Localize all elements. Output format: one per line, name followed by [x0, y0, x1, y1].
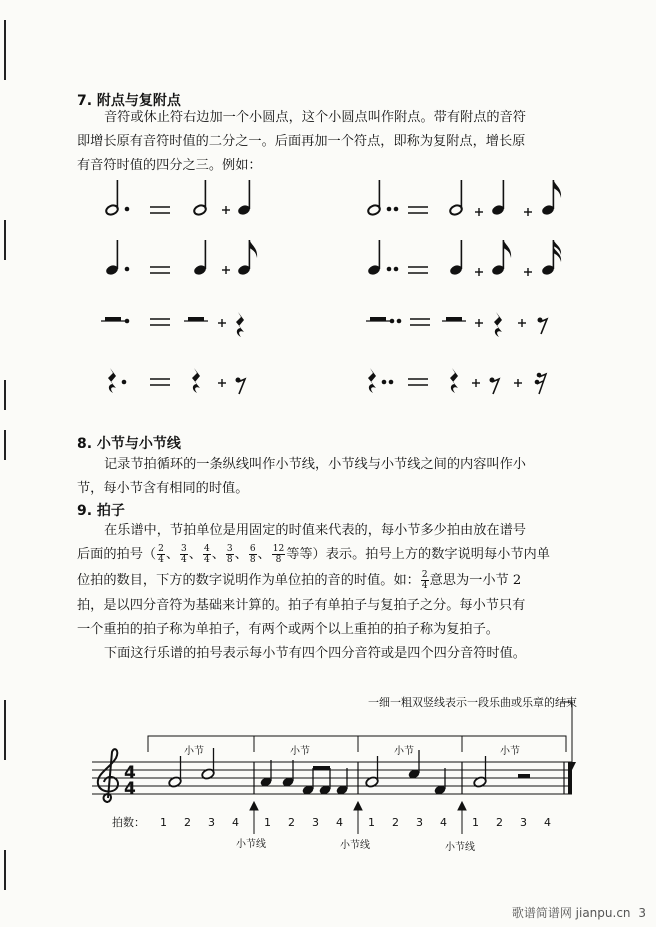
section-9-line-2 [77, 543, 550, 567]
example-time-signature [421, 570, 429, 591]
beat-number: 1 [472, 816, 479, 829]
section-8-line-2: 节，每小节含有相同的时值。 [77, 481, 249, 496]
section-9-heading: 9. 拍子 [77, 503, 125, 519]
footer [512, 904, 646, 921]
beat-number: 4 [440, 816, 447, 829]
fraction-top: 3 [181, 544, 187, 554]
fraction-top: 2 [158, 544, 164, 554]
beat-number: 2 [496, 816, 503, 829]
half-rest-icon [518, 774, 530, 778]
line-2-suffix: 等等）表示。拍号上方的数字说明每小节内单 [286, 547, 550, 562]
final-thick-barline [568, 762, 572, 794]
section-8-line-1: 记录节拍循环的一条纵线叫作小节线，小节线与小节线之间的内容叫作小 [104, 457, 526, 472]
measure-label: 小节 [394, 746, 414, 757]
time-signature-top: 4 [124, 763, 136, 783]
binding-mark [4, 20, 6, 80]
separator: 、 [234, 547, 248, 562]
staff-example [0, 690, 656, 860]
beat-number: 1 [160, 816, 167, 829]
fraction-top: 4 [203, 544, 210, 554]
fraction-top: 12 [272, 544, 285, 554]
section-7-line-2: 即增长原有音符时值的二分之一。后面再加一个符点，即称为复附点，增长原 [77, 134, 526, 149]
section-9-line-6: 下面这行乐谱的拍号表示每小节有四个四分音符或是四个四分音符时值。 [104, 646, 526, 661]
barline-arrows [250, 802, 466, 834]
section-7-heading: 7. 附点与复附点 [77, 93, 181, 109]
line-3-suffix: 意思为一小节 2 [429, 573, 522, 588]
section-9-line-3 [77, 569, 521, 593]
separator: 、 [188, 547, 202, 562]
time-signature-fraction [272, 544, 285, 565]
fraction-top: 6 [249, 544, 256, 554]
time-signature-fraction [157, 544, 165, 565]
time-signature-fraction [226, 544, 234, 565]
fraction-bottom: 8 [249, 555, 256, 565]
fraction-bottom: 4 [203, 555, 210, 565]
separator: 、 [165, 547, 180, 562]
staff-lines [92, 762, 572, 794]
fraction-bottom: 8 [226, 555, 233, 565]
dotted-note-examples [0, 180, 656, 420]
beat-number: 4 [336, 816, 343, 829]
section-8-heading: 8. 小节与小节线 [77, 436, 181, 452]
fraction-bottom: 8 [275, 555, 282, 565]
measure-label: 小节 [290, 746, 310, 757]
watermark: 歌谱简谱网 jianpu.cn [511, 906, 631, 920]
fraction-bottom: 4 [158, 555, 164, 565]
final-barline-note: 一细一粗双竖线表示一段乐曲或乐章的结束 [368, 696, 577, 709]
time-signature-fraction [249, 544, 257, 565]
line-2-prefix: 后面的拍号（ [77, 547, 157, 562]
separator: 、 [257, 547, 271, 562]
section-9-line-4: 拍，是以四分音符为基础来计算的。拍子有单拍子与复拍子之分。每小节只有 [77, 598, 526, 613]
fraction-bottom: 4 [181, 555, 187, 565]
measure-4-notes [473, 756, 530, 788]
beat-number: 4 [232, 816, 239, 829]
measure-label: 小节 [500, 746, 520, 757]
section-9-line-1: 在乐谱中，节拍单位是用固定的时值来代表的，每小节多少拍由放在谱号 [104, 523, 526, 538]
beat-number: 3 [312, 816, 319, 829]
beat-number: 3 [520, 816, 527, 829]
beat-number: 2 [184, 816, 191, 829]
separator: 、 [211, 547, 225, 562]
binding-mark [4, 430, 6, 460]
line-3-prefix: 位拍的数目，下方的数字说明作为单位拍的音的时值。如： [77, 573, 420, 588]
fraction-top: 3 [226, 544, 233, 554]
measure-brackets [148, 736, 566, 757]
time-signature-list [156, 544, 286, 565]
fraction-top: 2 [421, 570, 428, 580]
time-signature-fraction [180, 544, 188, 565]
beats-label: 拍数： [112, 816, 145, 829]
beat-number: 1 [368, 816, 375, 829]
measure-label: 小节 [184, 746, 204, 757]
barline-label: 小节线 [340, 840, 370, 851]
page-number: 3 [638, 906, 646, 920]
beat-number: 2 [288, 816, 295, 829]
section-7-line-1: 音符或休止符右边加一个小圆点，这个小圆点叫作附点。带有附点的音符 [104, 110, 526, 125]
fraction-bottom: 4 [421, 581, 428, 591]
barline-label: 小节线 [445, 842, 475, 853]
barline-label: 小节线 [236, 839, 266, 850]
beat-number: 1 [264, 816, 271, 829]
beat-number: 3 [416, 816, 423, 829]
beat-number: 4 [544, 816, 551, 829]
section-9-line-5: 一个重拍的拍子称为单拍子，有两个或两个以上重拍的拍子称为复拍子。 [77, 622, 499, 637]
beat-number: 2 [392, 816, 399, 829]
beat-numbers [160, 816, 551, 829]
beat-number: 3 [208, 816, 215, 829]
time-signature-fraction [203, 544, 211, 565]
time-signature-bottom: 4 [124, 779, 136, 799]
section-7-line-3: 有音符时值的四分之三。例如： [77, 158, 262, 173]
